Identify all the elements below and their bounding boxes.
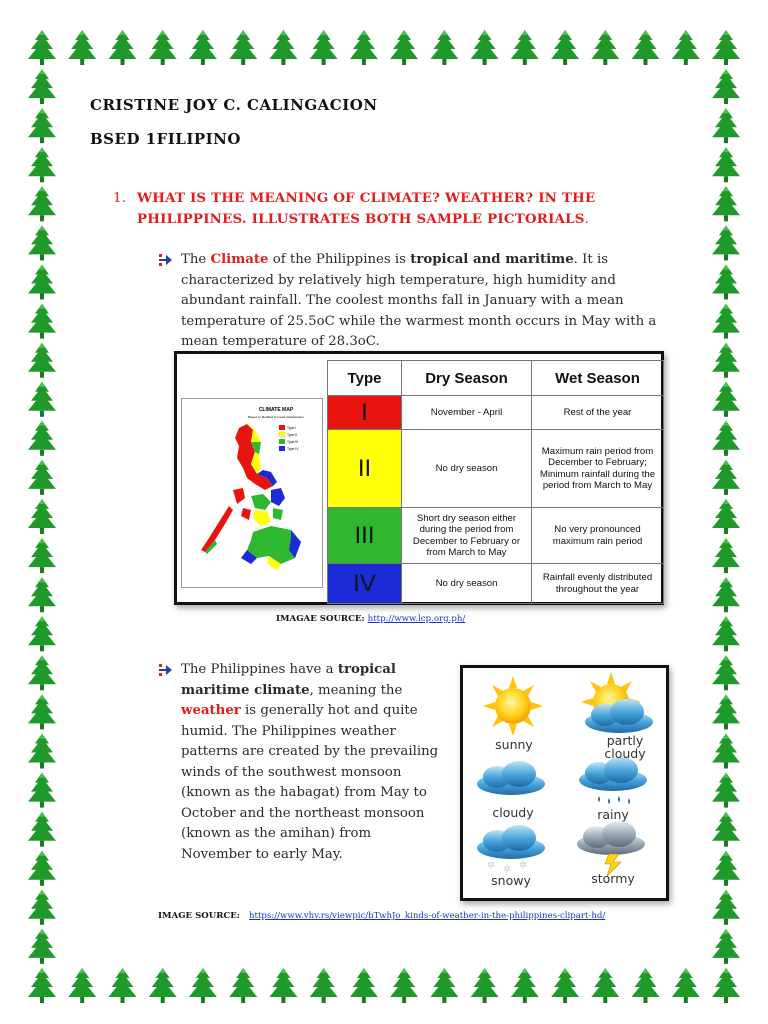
christmas-tree-icon <box>229 968 257 1003</box>
legend-label: Type IV <box>287 447 299 451</box>
source-label: IMAGAE SOURCE: <box>276 614 365 624</box>
christmas-tree-icon <box>189 30 217 65</box>
christmas-tree-icon <box>712 773 740 808</box>
christmas-tree-icon <box>310 968 338 1003</box>
source-link[interactable]: http://www.lcp.org.ph/ <box>367 614 466 624</box>
christmas-tree-icon <box>712 382 740 417</box>
cloudy-icon <box>477 761 545 795</box>
christmas-tree-icon <box>712 265 740 300</box>
source-label: IMAGE SOURCE: <box>158 911 240 921</box>
christmas-tree-icon <box>269 968 297 1003</box>
arrow-bullet-icon <box>157 662 173 678</box>
question-number: 1. <box>113 191 127 206</box>
christmas-tree-icon <box>28 382 56 417</box>
christmas-tree-icon <box>712 30 740 65</box>
question-text: WHAT IS THE MEANING OF CLIMATE? WEATHER? IN THE PHILIPPINES. ILLUSTRATES BOTH SAMPLE PICTORIALS <box>137 190 596 227</box>
legend-label: Type I <box>287 426 297 430</box>
type-cell: II <box>328 430 402 508</box>
christmas-tree-icon <box>28 577 56 612</box>
christmas-tree-icon <box>28 343 56 378</box>
christmas-tree-icon <box>430 30 458 65</box>
christmas-tree-icon <box>712 108 740 143</box>
christmas-tree-icon <box>28 616 56 651</box>
climate-keyword: Climate <box>210 252 269 267</box>
legend-swatch <box>279 446 285 451</box>
christmas-tree-icon <box>712 304 740 339</box>
christmas-tree-icon <box>591 968 619 1003</box>
rainy-icon <box>579 757 647 804</box>
christmas-tree-icon <box>390 30 418 65</box>
christmas-tree-icon <box>68 968 96 1003</box>
christmas-tree-icon <box>471 968 499 1003</box>
christmas-tree-icon <box>28 929 56 964</box>
christmas-tree-icon <box>712 694 740 729</box>
dry-season-cell: Short dry season either during the period from December to February or from March to May <box>402 508 532 564</box>
wet-season-cell: No very pronounced maximum rain period <box>532 508 664 564</box>
svg-text:✲: ✲ <box>503 864 512 875</box>
christmas-tree-icon <box>68 30 96 65</box>
christmas-tree-icon <box>149 30 177 65</box>
question-end-mark: . <box>584 212 590 227</box>
christmas-tree-icon <box>591 30 619 65</box>
christmas-tree-icon <box>632 30 660 65</box>
christmas-tree-icon <box>551 30 579 65</box>
text-span: The <box>181 252 211 267</box>
table-row <box>328 564 664 604</box>
course-label: BSED 1FILIPINO <box>90 130 241 148</box>
legend-label: Type II <box>287 433 298 437</box>
christmas-tree-icon <box>310 30 338 65</box>
christmas-tree-icon <box>712 851 740 886</box>
christmas-tree-icon <box>269 30 297 65</box>
christmas-tree-icon <box>28 421 56 456</box>
legend-label: Type III <box>287 440 299 444</box>
christmas-tree-icon <box>712 812 740 847</box>
table-row <box>328 396 664 430</box>
christmas-tree-icon <box>189 968 217 1003</box>
christmas-tree-icon <box>511 30 539 65</box>
christmas-tree-icon <box>28 890 56 925</box>
christmas-tree-icon <box>28 225 56 260</box>
legend-swatch <box>279 425 285 430</box>
dry-season-cell: November - April <box>402 396 532 430</box>
type-cell: IV <box>328 564 402 604</box>
christmas-tree-icon <box>511 968 539 1003</box>
christmas-tree-icon <box>712 890 740 925</box>
christmas-tree-icon <box>712 421 740 456</box>
christmas-tree-icon <box>109 968 137 1003</box>
legend-swatch <box>279 432 285 437</box>
christmas-tree-icon <box>712 225 740 260</box>
text-span: , meaning the <box>309 682 403 698</box>
stormy-label: stormy <box>591 871 635 886</box>
tropical-maritime-emphasis: tropical and maritime <box>410 252 574 267</box>
christmas-tree-icon <box>712 538 740 573</box>
climate-figure <box>174 351 664 605</box>
snowy-icon <box>477 825 545 875</box>
christmas-tree-icon <box>28 265 56 300</box>
christmas-tree-icon <box>471 30 499 65</box>
christmas-tree-icon <box>350 968 378 1003</box>
christmas-tree-icon <box>390 968 418 1003</box>
christmas-tree-icon <box>430 968 458 1003</box>
christmas-tree-icon <box>28 734 56 769</box>
svg-text:✲: ✲ <box>519 860 528 871</box>
partly-label: partly <box>606 733 644 748</box>
type-cell: III <box>328 508 402 564</box>
christmas-tree-icon <box>712 968 740 1003</box>
christmas-tree-icon <box>28 147 56 182</box>
christmas-tree-icon <box>551 968 579 1003</box>
tropical-maritime-climate-emphasis: tropical maritime climate <box>181 662 396 698</box>
christmas-tree-icon <box>109 30 137 65</box>
christmas-tree-icon <box>712 499 740 534</box>
christmas-tree-icon <box>28 694 56 729</box>
legend-swatch <box>279 439 285 444</box>
climate-paragraph <box>181 250 676 353</box>
stormy-icon <box>577 821 645 876</box>
christmas-tree-icon <box>712 734 740 769</box>
header-type: Type <box>328 361 402 396</box>
sunny-icon <box>483 676 543 736</box>
image-source-1 <box>276 614 465 624</box>
christmas-tree-icon <box>28 186 56 221</box>
snowy-label: snowy <box>491 873 531 888</box>
cloudy-label: cloudy <box>492 805 534 820</box>
christmas-tree-icon <box>672 30 700 65</box>
christmas-tree-icon <box>712 655 740 690</box>
christmas-tree-icon <box>712 460 740 495</box>
christmas-tree-icon <box>229 30 257 65</box>
christmas-tree-icon <box>28 538 56 573</box>
map-subtitle: Based on Modified Coronas Classification <box>248 415 304 419</box>
christmas-tree-icon <box>28 655 56 690</box>
weather-keyword: weather <box>181 703 241 718</box>
christmas-tree-icon <box>28 499 56 534</box>
map-title: CLIMATE MAP <box>258 407 294 413</box>
christmas-tree-icon <box>672 968 700 1003</box>
christmas-tree-icon <box>712 343 740 378</box>
christmas-tree-icon <box>712 186 740 221</box>
cloudy-label-2: cloudy <box>604 746 646 761</box>
christmas-tree-icon <box>28 773 56 808</box>
christmas-tree-icon <box>712 577 740 612</box>
weather-paragraph <box>181 660 441 865</box>
source-link[interactable]: https://www.vhv.rs/viewpic/bTwhJo_kinds-of-weather-in-the-philippines-clipart-hd/ <box>248 911 606 921</box>
text-span: . It is characterized by relatively high temperature, high humidity and abundant rainfall. The coolest months fall in January with a mean temperature of 25.5oC while the warmest month occurs in May with a mean temperature of 28.3oC. <box>181 252 657 349</box>
text-span: is generally hot and quite humid. The Philippines weather patterns are created by the prevailing winds of the southwest monsoon (known as the habagat) from May to October and the northeast monsoon (known as the amihan) from November to early May. <box>181 703 439 862</box>
table-row <box>328 430 664 508</box>
wet-season-cell: Maximum rain period from December to February; Minimum rainfall during the period from March to May <box>532 430 664 508</box>
christmas-tree-icon <box>28 304 56 339</box>
christmas-tree-icon <box>350 30 378 65</box>
wet-season-cell: Rainfall evenly distributed throughout the year <box>532 564 664 604</box>
text-span: The Philippines have a <box>181 662 338 677</box>
weather-icons <box>463 668 666 898</box>
question-1 <box>113 188 633 230</box>
dry-season-cell: No dry season <box>402 564 532 604</box>
christmas-tree-icon <box>28 69 56 104</box>
christmas-tree-icon <box>712 929 740 964</box>
christmas-tree-icon <box>28 108 56 143</box>
wet-season-cell: Rest of the year <box>532 396 664 430</box>
christmas-tree-icon <box>632 968 660 1003</box>
christmas-tree-icon <box>28 851 56 886</box>
christmas-tree-icon <box>28 30 56 65</box>
partly-cloudy-icon <box>581 672 653 733</box>
christmas-tree-icon <box>712 616 740 651</box>
image-source-2 <box>158 911 605 921</box>
header-wet-season: Wet Season <box>532 361 664 396</box>
table-row <box>328 508 664 564</box>
sunny-label: sunny <box>495 737 533 752</box>
christmas-tree-icon <box>712 69 740 104</box>
climate-type-table <box>327 360 664 604</box>
header-dry-season: Dry Season <box>402 361 532 396</box>
arrow-bullet-icon <box>157 252 173 268</box>
dry-season-cell: No dry season <box>402 430 532 508</box>
svg-text:✲: ✲ <box>487 860 496 871</box>
type-cell: I <box>328 396 402 430</box>
christmas-tree-icon <box>149 968 177 1003</box>
christmas-tree-icon <box>28 812 56 847</box>
christmas-tree-icon <box>712 147 740 182</box>
christmas-tree-icon <box>28 968 56 1003</box>
student-name: CRISTINE JOY C. CALINGACION <box>90 96 378 114</box>
weather-clipart <box>460 665 669 901</box>
philippines-climate-map <box>181 398 323 588</box>
rainy-label: rainy <box>597 807 629 822</box>
christmas-tree-icon <box>28 460 56 495</box>
text-span: of the Philippines is <box>268 252 411 267</box>
